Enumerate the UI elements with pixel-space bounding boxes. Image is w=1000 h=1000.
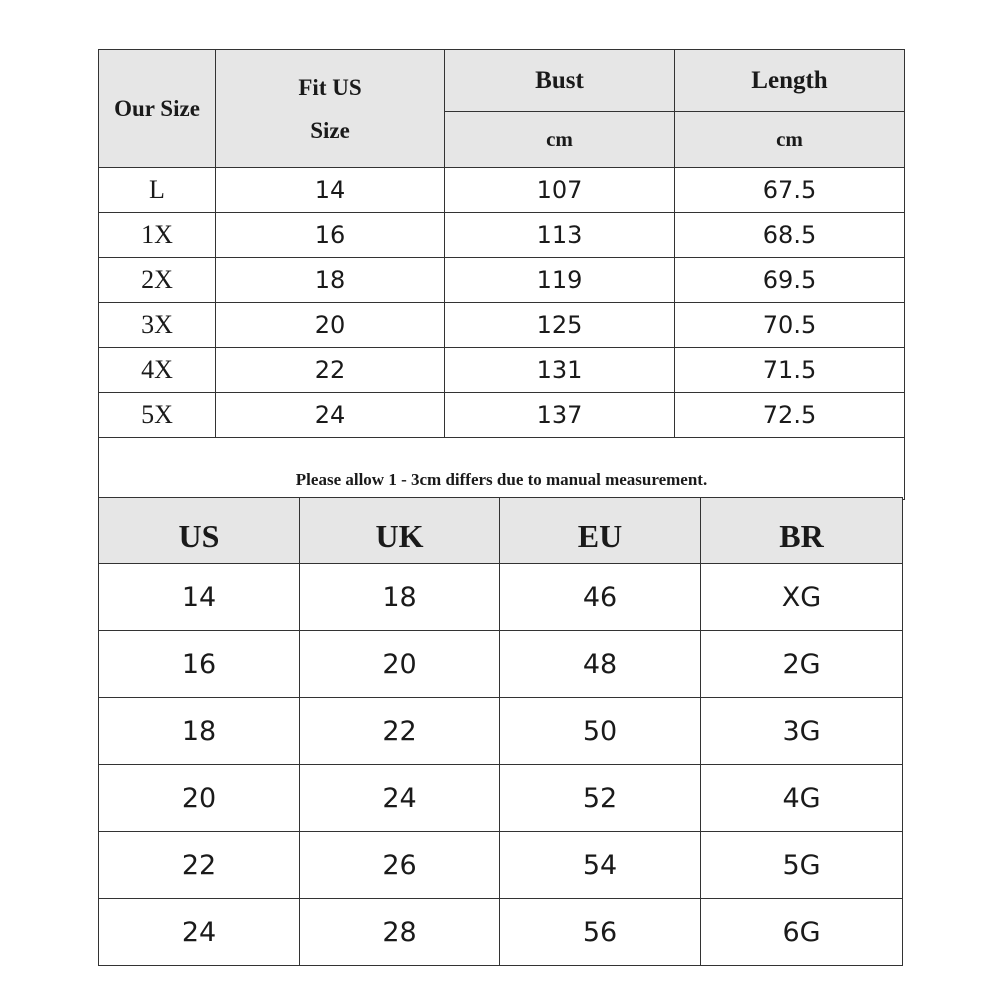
br-cell: 6G: [701, 899, 903, 966]
br-cell: 4G: [701, 765, 903, 832]
header-br: BR: [701, 498, 903, 564]
length-cell: 72.5: [675, 393, 905, 438]
table-row: [99, 258, 905, 303]
fit-us-cell: 16: [216, 213, 445, 258]
uk-cell: 18: [300, 564, 500, 631]
uk-cell: 26: [300, 832, 500, 899]
us-cell: 14: [99, 564, 300, 631]
br-cell: 5G: [701, 832, 903, 899]
header-our-size: Our Size: [99, 50, 216, 168]
eu-cell: 54: [500, 832, 701, 899]
bust-cell: 137: [445, 393, 675, 438]
length-cell: 67.5: [675, 168, 905, 213]
table-row: [99, 899, 903, 966]
header-length: Length: [675, 50, 905, 112]
table-row: [99, 631, 903, 698]
eu-cell: 56: [500, 899, 701, 966]
measurement-note: Please allow 1 - 3cm differs due to manual measurement.: [99, 438, 905, 500]
table-row: [99, 168, 905, 213]
fit-us-cell: 22: [216, 348, 445, 393]
length-cell: 70.5: [675, 303, 905, 348]
table-row: [99, 393, 905, 438]
table-row: [99, 698, 903, 765]
us-cell: 20: [99, 765, 300, 832]
length-cell: 69.5: [675, 258, 905, 303]
our-size-cell: L: [99, 168, 216, 213]
eu-cell: 50: [500, 698, 701, 765]
table-row: [99, 303, 905, 348]
fit-us-cell: 14: [216, 168, 445, 213]
bust-cell: 125: [445, 303, 675, 348]
us-cell: 16: [99, 631, 300, 698]
uk-cell: 20: [300, 631, 500, 698]
size-conversion-table: [98, 497, 903, 966]
br-cell: 2G: [701, 631, 903, 698]
bust-cell: 113: [445, 213, 675, 258]
header-bust: Bust: [445, 50, 675, 112]
header-uk: UK: [300, 498, 500, 564]
length-cell: 68.5: [675, 213, 905, 258]
fit-us-cell: 18: [216, 258, 445, 303]
header-length-unit: cm: [675, 112, 905, 168]
br-cell: XG: [701, 564, 903, 631]
fit-us-cell: 20: [216, 303, 445, 348]
eu-cell: 46: [500, 564, 701, 631]
table-row: [99, 213, 905, 258]
length-cell: 71.5: [675, 348, 905, 393]
us-cell: 22: [99, 832, 300, 899]
our-size-cell: 4X: [99, 348, 216, 393]
eu-cell: 52: [500, 765, 701, 832]
header-us: US: [99, 498, 300, 564]
us-cell: 24: [99, 899, 300, 966]
table-row: [99, 765, 903, 832]
uk-cell: 28: [300, 899, 500, 966]
header-bust-unit: cm: [445, 112, 675, 168]
header-fit-us-line2: Size: [310, 117, 350, 143]
size-chart-table: [98, 49, 905, 500]
br-cell: 3G: [701, 698, 903, 765]
table-row: [99, 564, 903, 631]
bust-cell: 107: [445, 168, 675, 213]
us-cell: 18: [99, 698, 300, 765]
table-row: [99, 348, 905, 393]
our-size-cell: 3X: [99, 303, 216, 348]
our-size-cell: 1X: [99, 213, 216, 258]
note-row: [99, 438, 905, 500]
eu-cell: 48: [500, 631, 701, 698]
uk-cell: 24: [300, 765, 500, 832]
header-eu: EU: [500, 498, 701, 564]
table-row: [99, 832, 903, 899]
our-size-cell: 2X: [99, 258, 216, 303]
fit-us-cell: 24: [216, 393, 445, 438]
bust-cell: 119: [445, 258, 675, 303]
header-fit-us-size: [216, 50, 445, 168]
uk-cell: 22: [300, 698, 500, 765]
bust-cell: 131: [445, 348, 675, 393]
our-size-cell: 5X: [99, 393, 216, 438]
header-fit-us-line1: Fit US: [298, 74, 362, 100]
